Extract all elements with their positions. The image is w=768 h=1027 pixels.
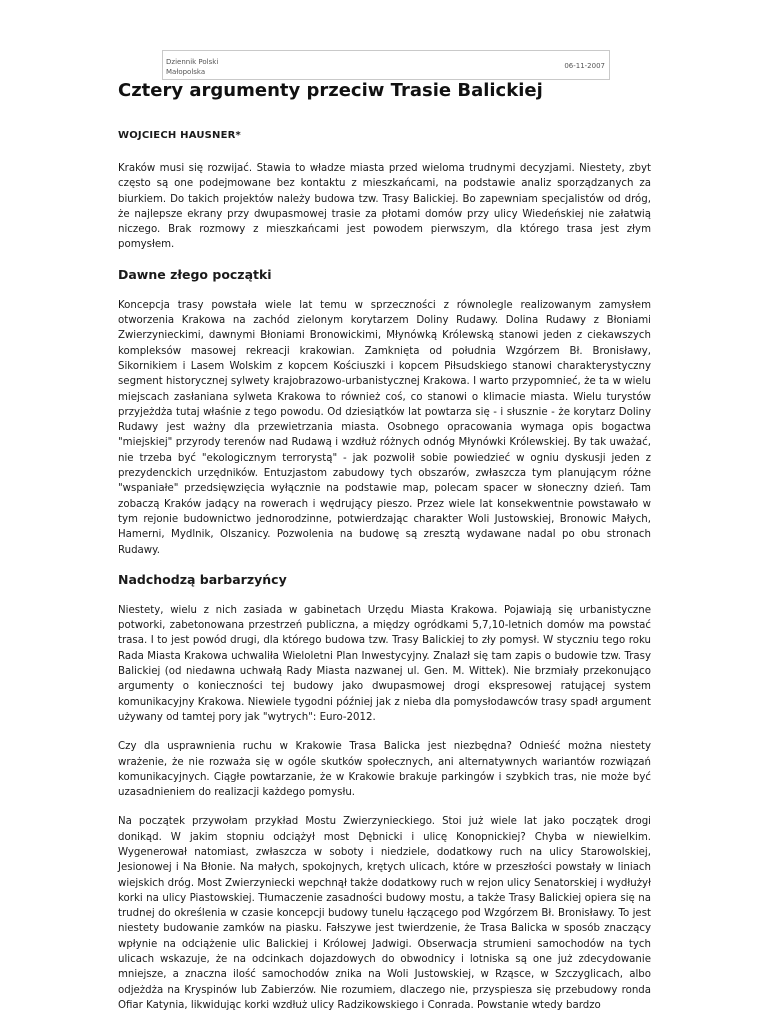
page-header — [162, 50, 610, 80]
body-paragraph: Niestety, wielu z nich zasiada w gabinetach Urzędu Miasta Krakowa. Pojawiają się urbanistyczne potworki, zabetonowana przestrzeń publiczna, a między ogródkami 5,7,10-letnich domów ma powstać trasa. I to jest powód drugi, dla którego budowa tzw. Trasy Balickiej to zły pomysł. W styczniu tego roku Rada Miasta Krakowa uchwaliła Wieloletni Plan Inwestycyjny. Znalazł się tam zapis o budowie tzw. Trasy Balickiej (od niedawna uchwałą Rady Miasta nazwanej ul. Gen. M. Wittek). Nie brzmiały przekonująco argumenty o konieczności tej budowy jako dwupasmowej drogi ekspresowej ratującej system komunikacyjny Krakowa. Niewiele tygodni później jak z nieba dla pomysłodawców trasy spadł argument używany od tamtej pory jak "wytrych": Euro-2012. — [118, 604, 651, 723]
publication-date: 06-11-2007 — [564, 62, 605, 70]
section-heading: Dawne złego początki — [118, 266, 272, 282]
intro-paragraph: Kraków musi się rozwijać. Stawia to władze miasta przed wieloma trudnymi decyzjami. Niestety, zbyt często są one podejmowane bez kontaktu z mieszkańcami, na podstawie analiz sporządzanych za biurkiem. Do takich projektów należy budowa tzw. Trasy Balickiej. Bo zapewniam specjalistów od dróg, że najlepsze ekrany przy dwupasmowej trasie za płotami domów przy ulicy Wiedeńskiej nie załatwią niczego. Brak rozmowy z mieszkańcami jest powodem pierwszym, dla którego trasa jest złym pomysłem. — [118, 163, 651, 251]
article-author: WOJCIECH HAUSNER* — [118, 130, 241, 141]
source-name: Dziennik Polski — [166, 58, 219, 66]
source-region: Małopolska — [166, 68, 206, 76]
article-title: Cztery argumenty przeciw Trasie Balickiej — [118, 80, 543, 101]
source-label — [166, 57, 218, 77]
body-paragraph: Koncepcja trasy powstała wiele lat temu w sprzeczności z równolegle realizowanym zamysłem otworzenia Krakowa na zachód zielonym korytarzem Doliny Rudawy. Dolina Rudawy z Błoniami Zwierzynieckimi, dawnymi Błoniami Bronowickimi, Młynówką Królewską stanowi jeden z ciekawszych kompleksów masowej rekreacji krakowian. Zamknięta od południa Wzgórzem Bł. Bronisławy, Sikornikiem i Lasem Wolskim z kopcem Kościuszki i kopcem Piłsudskiego stanowi charakterystyczny segment historycznej sylwety krajobrazowo-urbanistycznej Krakowa. I warto przypomnieć, że ta w wielu miejscach zasłaniana sylweta Krakowa to również coś, co stanowi o klimacie miasta. Wielu turystów przyjeżdża tutaj właśnie z tego powodu. Od dziesiątków lat powtarza się - i słusznie - że korytarz Doliny Rudawy jest ważny dla przewietrzania miasta. Osobnego opracowania wymaga opis bogactwa "miejskiej" przyrody terenów nad Rudawą i wzdłuż różnych odnóg Młynówki Królewskiej. By tak uważać, nie trzeba być "ekologicznym terrorystą" - jak pozwolił sobie powiedzieć w ogniu dyskusji jeden z prezydenckich urzędników. Entuzjastom zabudowy tych obszarów, zwłaszcza tym planującym różne "wspaniałe" przedsięwzięcia wyłącznie na podstawie map, polecam spacer w słoneczny dzień. Tam zobaczą Kraków jadący na rowerach i wędrujący pieszo. Przez wiele lat konsekwentnie powstawało w tym rejonie budownictwo jednorodzinne, potwierdzając charakter Woli Justowskiej, Bronowic Małych, Hamerni, Mydlnik, Olszanicy. Pozwolenia na budowę są zresztą wydawane nadal po obu stronach Rudawy. — [118, 299, 651, 556]
body-paragraph: Na początek przywołam przykład Mostu Zwierzynieckiego. Stoi już wiele lat jako początek drogi donikąd. W jakim stopniu odciążył most Dębnicki i ulicę Konopnickiej? Chyba w niewielkim. Wygenerował natomiast, zwłaszcza w soboty i niedziele, dodatkowy ruch na ulicy Starowolskiej, Jesionowej i Na Błonie. Na małych, spokojnych, krętych ulicach, które w przeszłości powstały w liniach wiejskich dróg. Most Zwierzyniecki wepchnął także dodatkowy ruch w rejon ulicy Senatorskiej i wydłużył korki na ulicy Piastowskiej. Tłumaczenie zasadności budowy mostu, a także Trasy Balickiej opiera się na trudnej do określenia w czasie koncepcji budowy tunelu łączącego pod Wzgórzem Bł. Bronisławy. To jest niestety budowanie zamków na piasku. Fałszywe jest twierdzenie, że Trasa Balicka w sposób znaczący wpłynie na odciążenie ulic Balickiej i Królowej Jadwigi. Obserwacja strumieni samochodów na tych ulicach wskazuje, że na odcinkach dojazdowych do obwodnicy i lotniska są one już zdecydowanie mniejsze, a znaczna ilość samochodów znika na Woli Justowskiej, w Rząsce, w Szczyglicach, albo odjeżdża na Kryspinów lub Zabierzów. Nie rozumiem, dlaczego nie, przyspiesza się przebudowy ronda Ofiar Katynia, likwidując korki wzdłuż ulicy Radzikowskiego i Conrada. Powstanie wtedy bardzo — [118, 816, 651, 1011]
article-body — [118, 161, 651, 1027]
body-paragraph: Czy dla usprawnienia ruchu w Krakowie Trasa Balicka jest niezbędna? Odnieść można niestety wrażenie, że nie rozważa się w ogóle skutków społecznych, ani alternatywnych wariantów rozwiązań komunikacyjnych. Ciągłe powtarzanie, że w Krakowie brakuje parkingów i szybkich tras, nie może być uzasadnieniem do realizacji każdego pomysłu. — [118, 741, 651, 799]
section-heading: Nadchodzą barbarzyńcy — [118, 571, 287, 587]
